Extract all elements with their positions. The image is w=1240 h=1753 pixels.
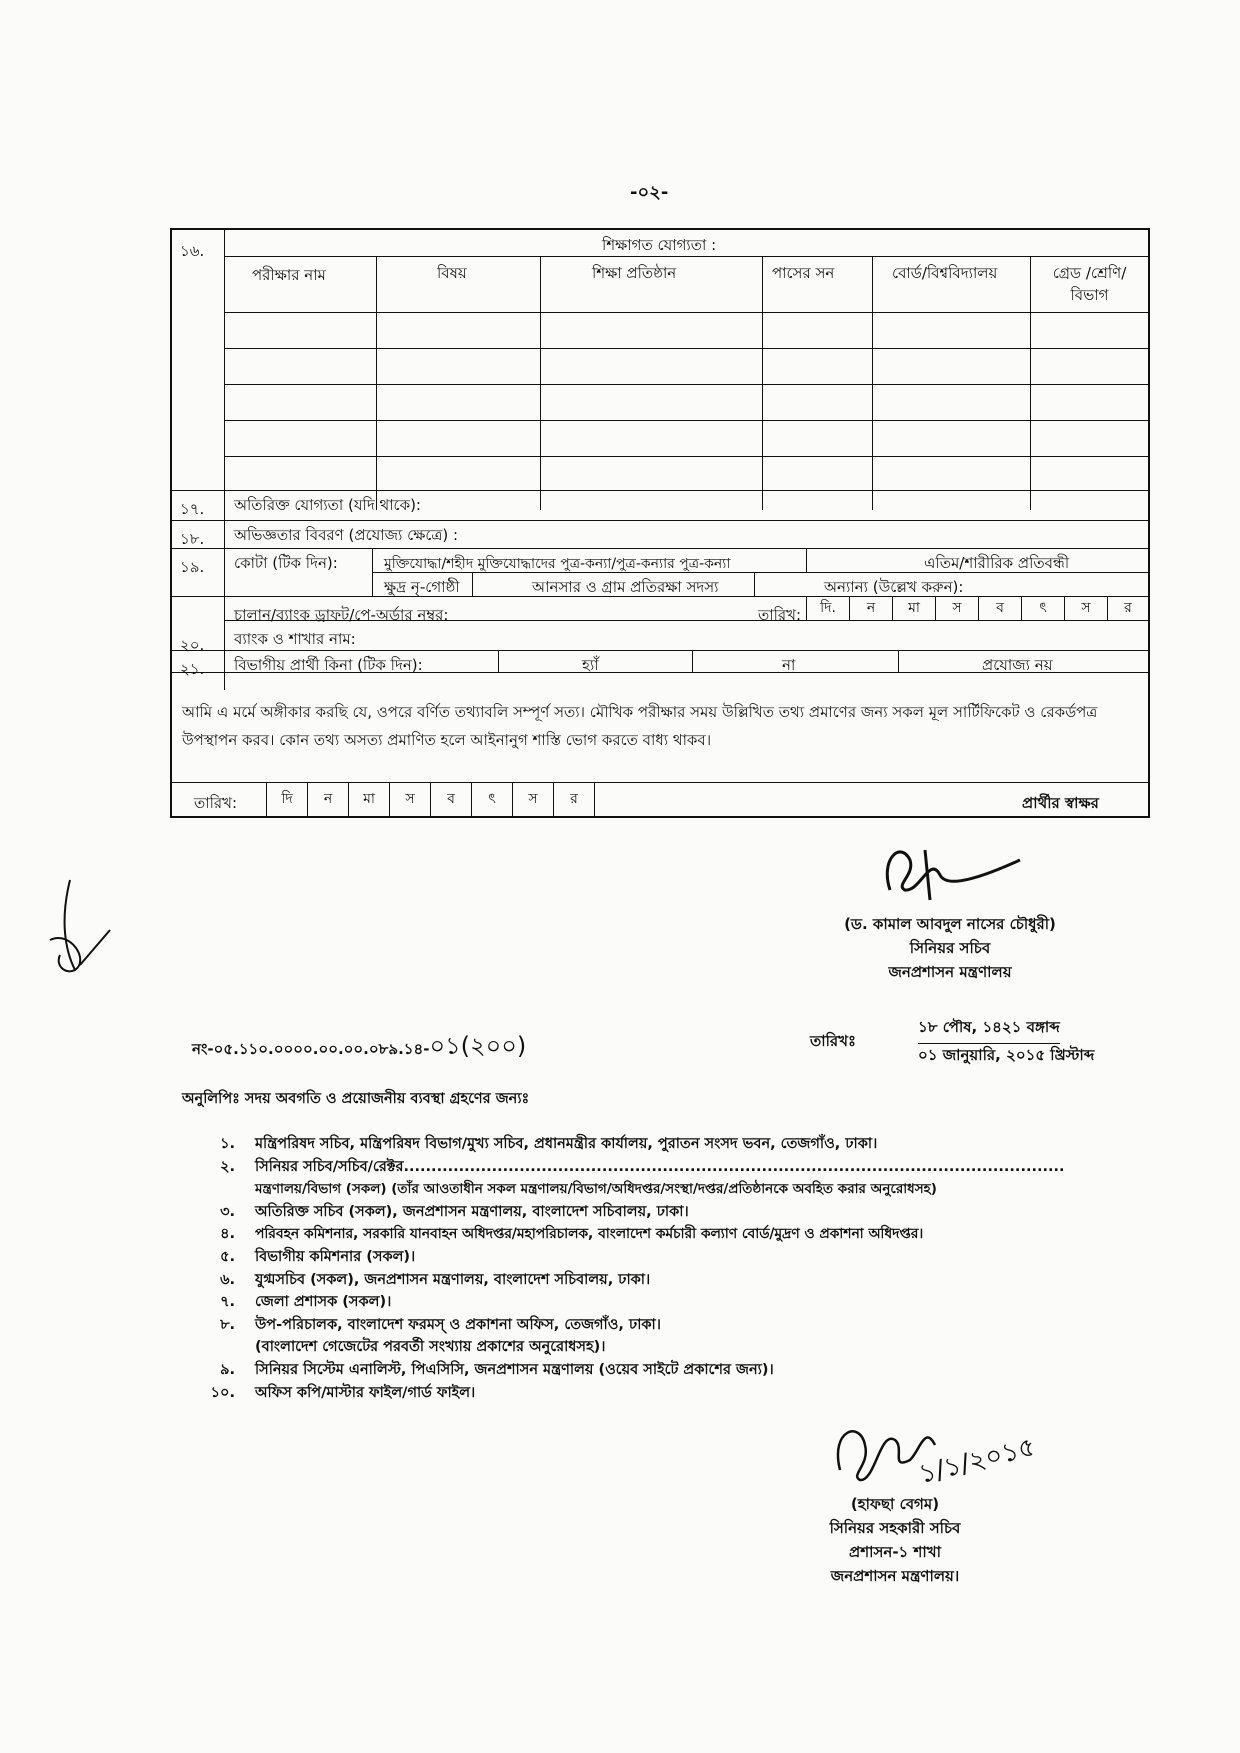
copy-to-title: অনুলিপিঃ সদয় অবগতি ও প্রয়োজনীয় ব্যবস্থা গ্রহণের জন্যঃ [182,1091,530,1107]
date-box[interactable]: ন [849,596,892,620]
date-box[interactable]: র [1107,596,1148,620]
header-board-university: বোর্ড/বিশ্ববিদ্যালয় [892,264,998,282]
declaration-text: আমি এ মর্মে অঙ্গীকার করছি যে, ওপরে বর্ণিত তথ্যাবলি সম্পূর্ণ সত্য। মৌখিক পরীক্ষার সময় উল্লিখিত তথ্য প্রমাণের জন্য সকল মূল সার্টিফিকেট ও রেকর্ডপত্র উপস্থাপন করব। কোন তথ্য অসত্য প্রমাণিত হলে আইনানুগ শাস্তি ভোগ করতে বাধ্য থাকব। [182,703,1098,749]
assistant-secretary-designation: সিনিয়র সহকারী সচিব [829,1519,961,1537]
header-grade-division: গ্রেড /শ্রেণি/ বিভাগ [1052,264,1127,304]
page-number: -০২- [630,182,669,203]
quota-orphan-disabled-option[interactable]: এতিম/শারীরিক প্রতিবন্ধী [924,554,1070,572]
assistant-secretary-ministry: জনপ্রশাসন মন্ত্রণালয়। [830,1567,960,1585]
memo-date-english: ০১ জানুয়ারি, ২০১৫ খ্রিস্টাব্দ [918,1046,1095,1064]
date-box[interactable]: স [1064,596,1107,620]
row19-number: ১৯. [180,558,205,576]
date-box[interactable]: ৎ [1021,596,1064,620]
row20-number: ২০. [180,636,205,654]
secretary-signature-block [800,912,1100,984]
row21-number: ২১. [180,660,205,678]
departmental-candidate-label: বিভাগীয় প্রার্থী কিনা (টিক দিন): [234,656,423,674]
assistant-secretary-branch: প্রশাসন-১ শাখা [849,1543,941,1561]
assistant-secretary-name: (হাফছা বেগম) [850,1495,940,1513]
challan-number-label: চালান/ব্যাংক ড্রাফট/পে-অর্ডার নম্বর: [234,606,449,624]
challan-date-boxes [806,596,1148,620]
experience-label: অভিজ্ঞতার বিবরণ (প্রযোজ্য ক্ষেত্রে) : [234,526,459,544]
application-form-table [170,228,1150,818]
header-institution: শিক্ষা প্রতিষ্ঠান [592,264,677,282]
date-box[interactable]: ব [430,782,471,816]
date-box[interactable]: মা [348,782,389,816]
departmental-no-option[interactable]: না [782,656,796,674]
date-box[interactable]: দি [266,782,307,816]
secretary-signature [870,830,1050,920]
header-passing-year: পাসের সন [772,264,835,282]
row18-number: ১৮. [180,530,205,548]
secretary-name: (ড. কামাল আবদুল নাসের চৌধুরী) [844,915,1056,933]
memo-number [192,1028,526,1068]
quota-label: কোটা (টিক দিন): [234,554,338,572]
memo-date-label: তারিখঃ [810,1032,856,1050]
candidate-signature-label: প্রার্থীর স্বাক্ষর [1022,794,1099,812]
list-item: ৬. যুগ্মসচিব (সকল), জনপ্রশাসন মন্ত্রণালয়, বাংলাদেশ সচিবালয়, ঢাকা। [220,1271,651,1288]
challan-date-label: তারিখ: [758,606,802,624]
quota-other-option[interactable]: অন্যান্য (উল্লেখ করুন): [824,578,964,596]
date-box[interactable]: স [389,782,430,816]
number-column-divider [224,230,225,690]
list-item: ৪. পরিবহন কমিশনার, সরকারি যানবাহন অধিদপ্তর/মহাপরিচালক, বাংলাদেশ কর্মচারী কল্যাণ বোর্ড/মুদ্রণ ও প্রকাশনা অধিদপ্তর। [220,1226,924,1243]
date-box[interactable]: স [935,596,978,620]
quota-ansar-vdp-option[interactable]: আনসার ও গ্রাম প্রতিরক্ষা সদস্য [532,578,719,596]
additional-qualification-label: অতিরিক্ত যোগ্যতা (যদি থাকে): [234,496,421,514]
header-exam-name: পরীক্ষার নাম [252,266,326,284]
date-box[interactable]: ন [307,782,348,816]
copy-to-list [195,1133,1165,1404]
row17-number: ১৭. [180,500,205,518]
declaration-date-label: তারিখ: [194,794,238,812]
date-box[interactable]: ব [978,596,1021,620]
date-box[interactable]: স [512,782,553,816]
handwritten-date: ১/১/২০১৫ [915,1432,1039,1490]
memo-number-handwritten: ০১(২০০) [429,1032,527,1060]
quota-ethnic-option[interactable]: ক্ষুদ্র নৃ-গোষ্ঠী [384,578,460,596]
education-section-title: শিক্ষাগত যোগ্যতা : [602,236,717,254]
list-item: ১. মন্ত্রিপরিষদ সচিব, মন্ত্রিপরিষদ বিভাগ/মুখ্য সচিব, প্রধানমন্ত্রীর কার্যালয়, পুরাতন সংসদ ভবন, তেজগাঁও, ঢাকা। [220,1136,878,1152]
date-box[interactable]: মা [892,596,935,620]
list-item: ৩. অতিরিক্ত সচিব (সকল), জনপ্রশাসন মন্ত্রণালয়, বাংলাদেশ সচিবালয়, ঢাকা। [220,1203,689,1220]
list-item: ১০. অফিস কপি/মাস্টার ফাইল/গার্ড ফাইল। [210,1384,476,1401]
quota-freedom-fighter-option[interactable]: মুক্তিযোদ্ধা/শহীদ মুক্তিযোদ্ধাদের পুত্র-কন্যা/পুত্র-কন্যার পুত্র-কন্যা [384,556,731,572]
bank-branch-label: ব্যাংক ও শাখার নাম: [234,630,356,648]
list-item: ৭. জেলা প্রশাসক (সকল)। [220,1294,392,1311]
list-item: ২. সিনিয়র সচিব/সচিব/রেক্টর........................................................................................................................ মন্ত্রণালয়/বিভাগ (সকল) (তাঁর আওতাধীন সকল মন্ত্রণালয়/বিভাগ/অধিদপ্তর/সংস্থা/দপ্তর/প্রতিষ্ঠানকে অবহিত করার অনুরোধসহ) [220,1158,1065,1198]
departmental-na-option[interactable]: প্রযোজ্য নয় [982,656,1053,674]
secretary-ministry: জনপ্রশাসন মন্ত্রণালয় [888,963,1012,981]
assistant-secretary-block [760,1492,1030,1588]
declaration-date-boxes [266,782,595,816]
initial-mark [40,870,120,990]
secretary-designation: সিনিয়র সচিব [909,939,991,957]
list-item: ৫. বিভাগীয় কমিশনার (সকল)। [220,1248,416,1265]
date-box[interactable]: র [553,782,594,816]
date-box[interactable]: দি. [806,596,849,620]
row16-number: ১৬. [180,242,205,260]
memo-number-printed: নং-০৫.১১০.০০০০.০০.০০.০৮৯.১৪- [192,1040,430,1058]
list-item: ৮. উপ-পরিচালক, বাংলাদেশ ফরমস্ ও প্রকাশনা অফিস, তেজগাঁও, ঢাকা। (বাংলাদেশ গেজেটের পরবর্তী সংখ্যায় প্রকাশের অনুরোধসহ)। [220,1316,661,1356]
header-subject: বিষয় [437,264,467,282]
memo-date-bangla: ১৮ পৌষ, ১৪২১ বঙ্গাব্দ [918,1016,1060,1044]
list-item: ৯. সিনিয়র সিস্টেম এনালিস্ট, পিএসিসি, জনপ্রশাসন মন্ত্রণালয় (ওয়েব সাইটে প্রকাশের জন্য)। [220,1361,774,1378]
departmental-yes-option[interactable]: হ্যাঁ [582,656,599,674]
date-box[interactable]: ৎ [471,782,512,816]
